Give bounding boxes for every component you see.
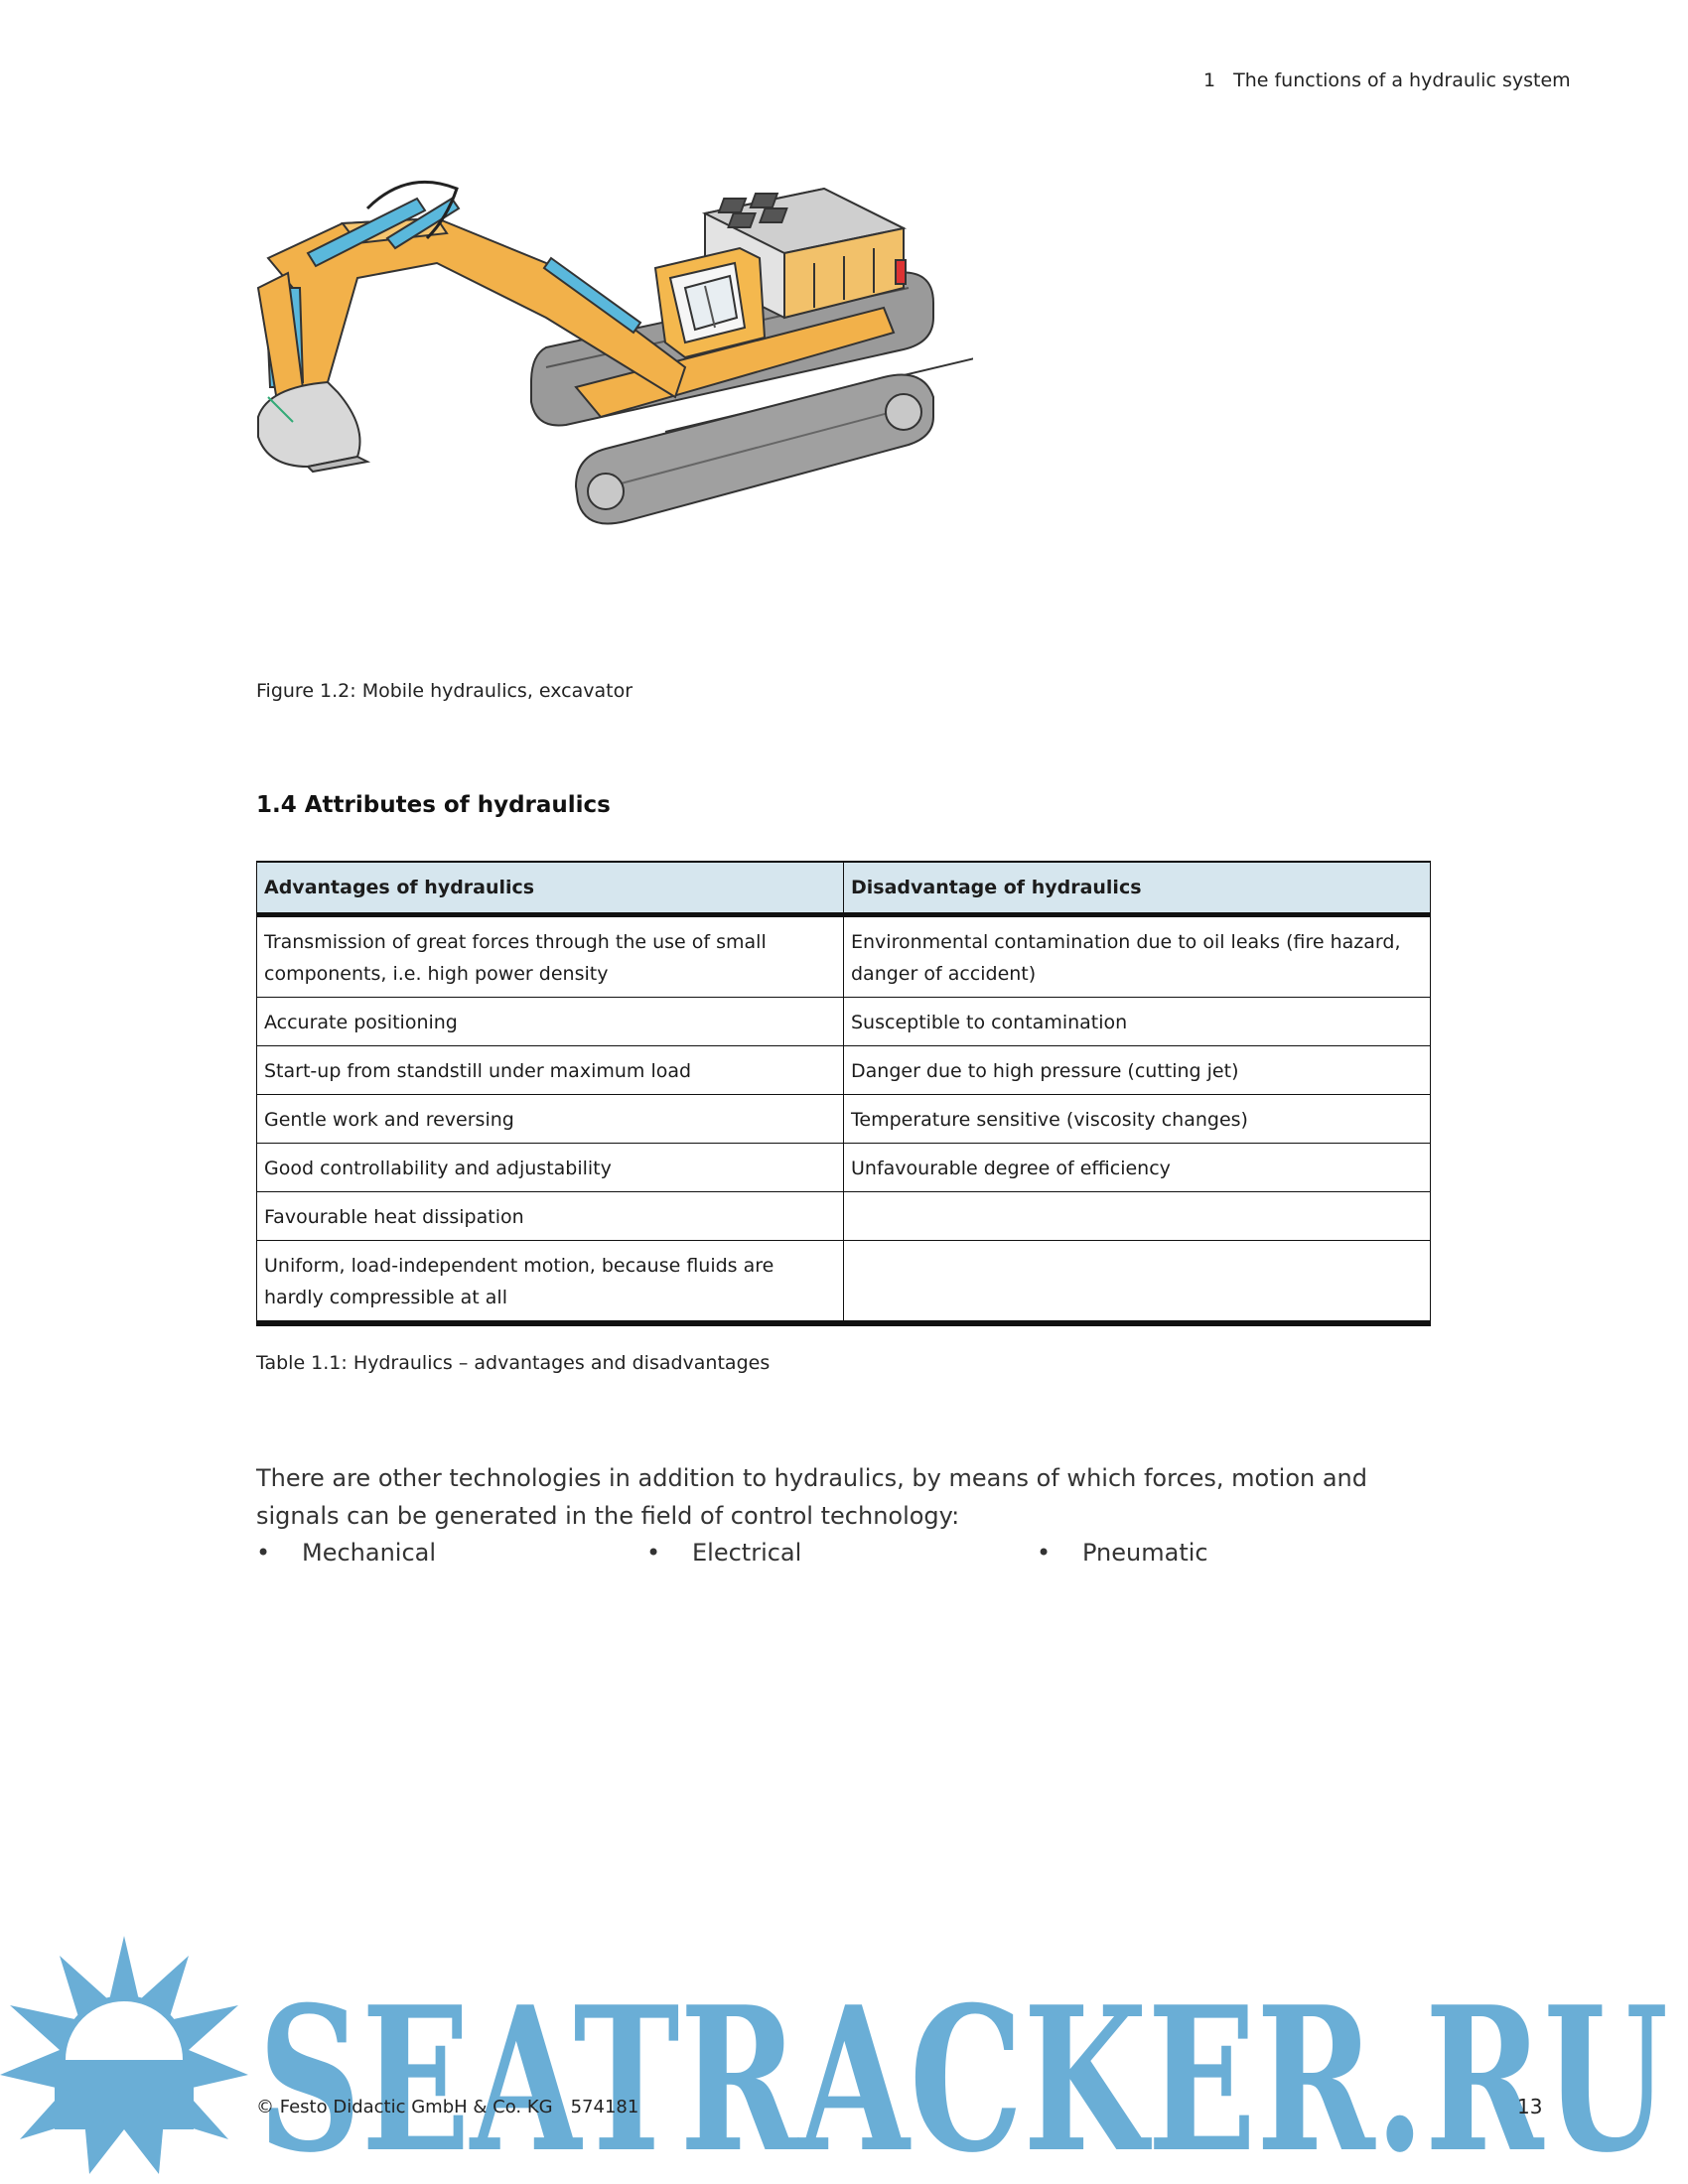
list-item-label: Mechanical	[302, 1539, 437, 1567]
bullet-icon: •	[1037, 1539, 1052, 1567]
table-cell-disadvantage: Environmental contamination due to oil leaks (fire hazard, danger of accident)	[844, 915, 1431, 998]
table-cell-disadvantage: Susceptible to contamination	[844, 998, 1431, 1046]
column-header-disadvantages: Disadvantage of hydraulics	[844, 862, 1431, 915]
table-cell-advantage: Favourable heat dissipation	[257, 1192, 844, 1241]
sun-icon	[0, 1936, 248, 2174]
watermark-graphic	[0, 1926, 1688, 2184]
table-row	[257, 1095, 1431, 1144]
chapter-title: The functions of a hydraulic system	[1233, 69, 1571, 91]
table-cell-advantage: Gentle work and reversing	[257, 1095, 844, 1144]
table-cell-advantage: Start-up from standstill under maximum load	[257, 1046, 844, 1095]
attributes-table	[256, 861, 1431, 1326]
table-cell-advantage: Uniform, load-independent motion, because fluids are hardly compressible at all	[257, 1241, 844, 1324]
list-item	[1037, 1539, 1208, 1567]
table-cell-advantage: Accurate positioning	[257, 998, 844, 1046]
figure-caption: Figure 1.2: Mobile hydraulics, excavator	[256, 680, 633, 702]
table-row	[257, 1192, 1431, 1241]
running-header	[1203, 69, 1571, 91]
bullet-icon: •	[646, 1539, 661, 1567]
watermark	[0, 1926, 1688, 2184]
table-row	[257, 1046, 1431, 1095]
bullet-icon: •	[256, 1539, 271, 1567]
table-cell-disadvantage	[844, 1241, 1431, 1324]
table-header-row	[257, 862, 1431, 915]
list-item-label: Electrical	[692, 1539, 802, 1567]
table-cell-disadvantage: Unfavourable degree of efficiency	[844, 1144, 1431, 1192]
table-cell-advantage: Good controllability and adjustability	[257, 1144, 844, 1192]
footer-copyright	[256, 2097, 638, 2117]
table-cell-disadvantage	[844, 1192, 1431, 1241]
section-heading: 1.4 Attributes of hydraulics	[256, 792, 611, 818]
table-caption: Table 1.1: Hydraulics – advantages and disadvantages	[256, 1352, 771, 1374]
page-number: 13	[1517, 2095, 1543, 2118]
document-code: 574181	[570, 2097, 639, 2117]
copyright-text: © Festo Didactic GmbH & Co. KG	[256, 2097, 553, 2117]
column-header-advantages: Advantages of hydraulics	[257, 862, 844, 915]
table-cell-disadvantage: Danger due to high pressure (cutting jet)	[844, 1046, 1431, 1095]
list-item	[256, 1539, 436, 1567]
table-row	[257, 915, 1431, 998]
bucket	[258, 382, 367, 472]
watermark-text: SEATRACKER.RU	[258, 1964, 1668, 2184]
cab	[655, 248, 765, 357]
table-cell-disadvantage: Temperature sensitive (viscosity changes)	[844, 1095, 1431, 1144]
table-row	[257, 1144, 1431, 1192]
table-row	[257, 1241, 1431, 1324]
excavator-icon	[248, 169, 973, 655]
body-paragraph: There are other technologies in addition to hydraulics, by means of which forces, motion and signals can be generated in the field of control technology:	[256, 1464, 1367, 1530]
excavator-illustration	[248, 169, 973, 655]
table-row	[257, 998, 1431, 1046]
table-cell-advantage: Transmission of great forces through the use of small components, i.e. high power density	[257, 915, 844, 998]
chapter-number: 1	[1203, 69, 1216, 91]
list-item	[646, 1539, 801, 1567]
list-item-label: Pneumatic	[1082, 1539, 1208, 1567]
